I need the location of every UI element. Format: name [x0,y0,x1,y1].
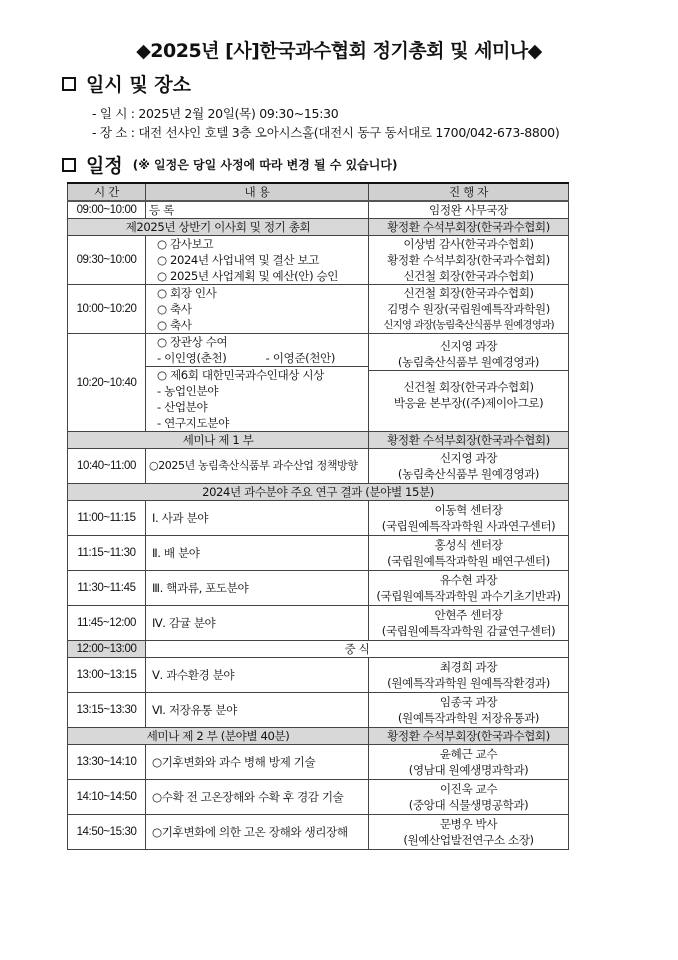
content-cell: ○수확 전 고온장해와 수확 후 경감 기술 [146,780,369,815]
group-title: 제2025년 상반기 이사회 및 정기 총회 [68,219,369,236]
time-cell: 14:10~14:50 [68,780,146,815]
person-line: 이진욱 교수 [439,782,498,796]
time-cell: 10:40~11:00 [68,449,146,484]
content-cell [146,236,369,285]
place-line: - 장 소 : 대전 선샤인 호텔 3층 오아시스홀(대전시 동구 동서대로 1700/042-673-8800) [92,125,560,140]
person-line: (영남대 원예생명과학과) [408,763,529,777]
person-line: 이상범 감사(한국과수협회) [403,237,534,251]
person-cell: 황정환 수석부회장(한국과수협회) [369,432,569,449]
content-cell: Ⅴ. 과수환경 분야 [146,658,369,693]
person-line: 신지영 과장 [439,451,498,465]
content-line: ○ 2024년 사업내역 및 결산 보고 [157,253,320,267]
time-cell: 13:15~13:30 [68,693,146,728]
person-cell [369,285,569,334]
person-cell: 황정환 수석부회장(한국과수협회) [369,728,569,745]
person-line: 신지영 과장 [439,339,498,353]
table-row [68,501,569,536]
person-line: 안현주 센터장 [434,608,503,622]
person-line: 신지영 과장(농림축산식품부 원예경영과) [383,319,554,331]
person-cell [369,536,569,571]
group-row [68,728,569,745]
time-cell: 11:15~11:30 [68,536,146,571]
content-cell: ○2025년 농림축산식품부 과수산업 정책방향 [146,449,369,484]
table-row [68,745,569,780]
person-line: 이동혁 센터장 [434,503,503,517]
person-cell [369,334,569,432]
group-row [68,219,569,236]
time-cell: 11:00~11:15 [68,501,146,536]
section-datetime-place [62,70,191,97]
person-line: 홍성식 센터장 [434,538,503,552]
time-cell: 12:00~13:00 [68,641,146,658]
content-line: ○ 제6회 대한민국과수인대상 시상 [146,366,368,383]
person-line: 황정환 수석부회장(한국과수협회) [387,253,550,267]
table-header-row [68,183,569,201]
person-cell [369,501,569,536]
awardee: - 이영준(천안) [265,351,335,365]
time-cell: 09:30~10:00 [68,236,146,285]
person-line: (농림축산식품부 원예경영과) [397,355,540,369]
time-cell: 11:45~12:00 [68,606,146,641]
content-line: - 산업분야 [157,400,208,414]
header-person: 진 행 자 [369,183,569,201]
awardee: - 이인영(춘천) [157,351,227,365]
person-line: 박응윤 본부장((주)제이아그로) [393,396,544,410]
table-row [68,693,569,728]
person-cell [369,449,569,484]
group-title: 2024년 과수분야 주요 연구 결과 (분야별 15분) [68,484,569,501]
person-cell [369,571,569,606]
person-line: (원예특작과학원 저장유통과) [397,711,540,725]
content-cell: Ⅱ. 배 분야 [146,536,369,571]
awardee-pair [149,350,365,366]
content-line: ○ 감사보고 [157,237,214,251]
checkbox-square-icon [62,77,76,91]
table-row [68,201,569,219]
spacer [372,411,565,427]
table-row [68,285,569,334]
table-row [68,536,569,571]
content-cell: Ⅵ. 저장유통 분야 [146,693,369,728]
schedule-note: (※ 일정은 당일 사정에 따라 변경 될 수 있습니다) [132,158,398,172]
person-cell [369,658,569,693]
content-cell: Ⅲ. 핵과류, 포도분야 [146,571,369,606]
group-row [68,432,569,449]
table-row [68,815,569,850]
table-row [68,236,569,285]
table-row [68,334,569,432]
section-heading: 일시 및 장소 [86,74,191,96]
content-line: ○ 축사 [157,318,192,332]
group-title: 세미나 제 1 부 [68,432,369,449]
person-cell [369,780,569,815]
content-cell: Ⅳ. 감귤 분야 [146,606,369,641]
table-row [68,449,569,484]
person-line: (국립원예특작과학원 과수기초기반과) [376,589,561,603]
person-line: (원예산업발전연구소 소장) [403,833,534,847]
schedule-table [67,182,569,850]
person-line: 최경희 과장 [439,660,498,674]
content-line: - 농업인분야 [157,384,219,398]
person-line: (농림축산식품부 원예경영과) [397,467,540,481]
header-time: 시 간 [68,183,146,201]
date-line: - 일 시 : 2025년 2월 20일(목) 09:30~15:30 [92,106,339,121]
content-cell [146,334,369,432]
content-line: ○ 2025년 사업계획 및 예산(안) 승인 [157,269,339,283]
time-cell: 13:30~14:10 [68,745,146,780]
time-cell: 11:30~11:45 [68,571,146,606]
section-schedule [62,151,397,178]
table-row [68,658,569,693]
person-line: 윤혜근 교수 [439,747,498,761]
person-line: 신건철 회장(한국과수협회) [403,286,534,300]
content-cell: ○기후변화와 과수 병해 방제 기술 [146,745,369,780]
table-row [68,641,569,658]
person-cell [369,606,569,641]
group-row [68,484,569,501]
person-cell: 임정완 사무국장 [369,201,569,219]
person-line: (국립원예특작과학원 배연구센터) [387,554,550,568]
table-row [68,606,569,641]
content-cell: 중 식 [146,641,569,658]
content-cell: Ⅰ. 사과 분야 [146,501,369,536]
person-line: (중앙대 식물생명공학과) [408,798,529,812]
group-title: 세미나 제 2 부 (분야별 40분) [68,728,369,745]
person-line: (국립원예특작과학원 감귤연구센터) [381,624,556,638]
content-cell [146,285,369,334]
time-cell: 13:00~13:15 [68,658,146,693]
person-line: 김명수 원장(국립원예특작과학원) [387,302,550,316]
person-line: 신건철 회장(한국과수협회) [403,269,534,283]
person-line: 임종국 과장 [439,695,498,709]
header-content: 내 용 [146,183,369,201]
table-row [68,571,569,606]
table-row [68,780,569,815]
time-cell: 10:00~10:20 [68,285,146,334]
content-line: ○ 회장 인사 [157,286,217,300]
checkbox-square-icon [62,158,76,172]
content-line: ○ 장관상 수여 [157,335,228,349]
person-line: 문병우 박사 [439,817,498,831]
content-line: ○ 축사 [157,302,192,316]
person-line: 신건철 회장(한국과수협회) [369,370,568,395]
person-cell: 황정환 수석부회장(한국과수협회) [369,219,569,236]
person-line: (국립원예특작과학원 사과연구센터) [381,519,556,533]
document-title: ◆2025년 [사]한국과수협회 정기총회 및 세미나◆ [136,40,542,62]
person-cell [369,693,569,728]
content-cell: 등 록 [146,201,369,219]
person-cell [369,745,569,780]
section-heading: 일정 [86,155,123,177]
time-cell: 09:00~10:00 [68,201,146,219]
person-cell [369,815,569,850]
content-cell: ○기후변화에 의한 고온 장해와 생리장해 [146,815,369,850]
person-cell [369,236,569,285]
time-cell: 10:20~10:40 [68,334,146,432]
person-line: 유수현 과장 [439,573,498,587]
content-line: - 연구지도분야 [157,416,229,430]
time-cell: 14:50~15:30 [68,815,146,850]
person-line: (원예특작과학원 원예특작환경과) [387,676,550,690]
